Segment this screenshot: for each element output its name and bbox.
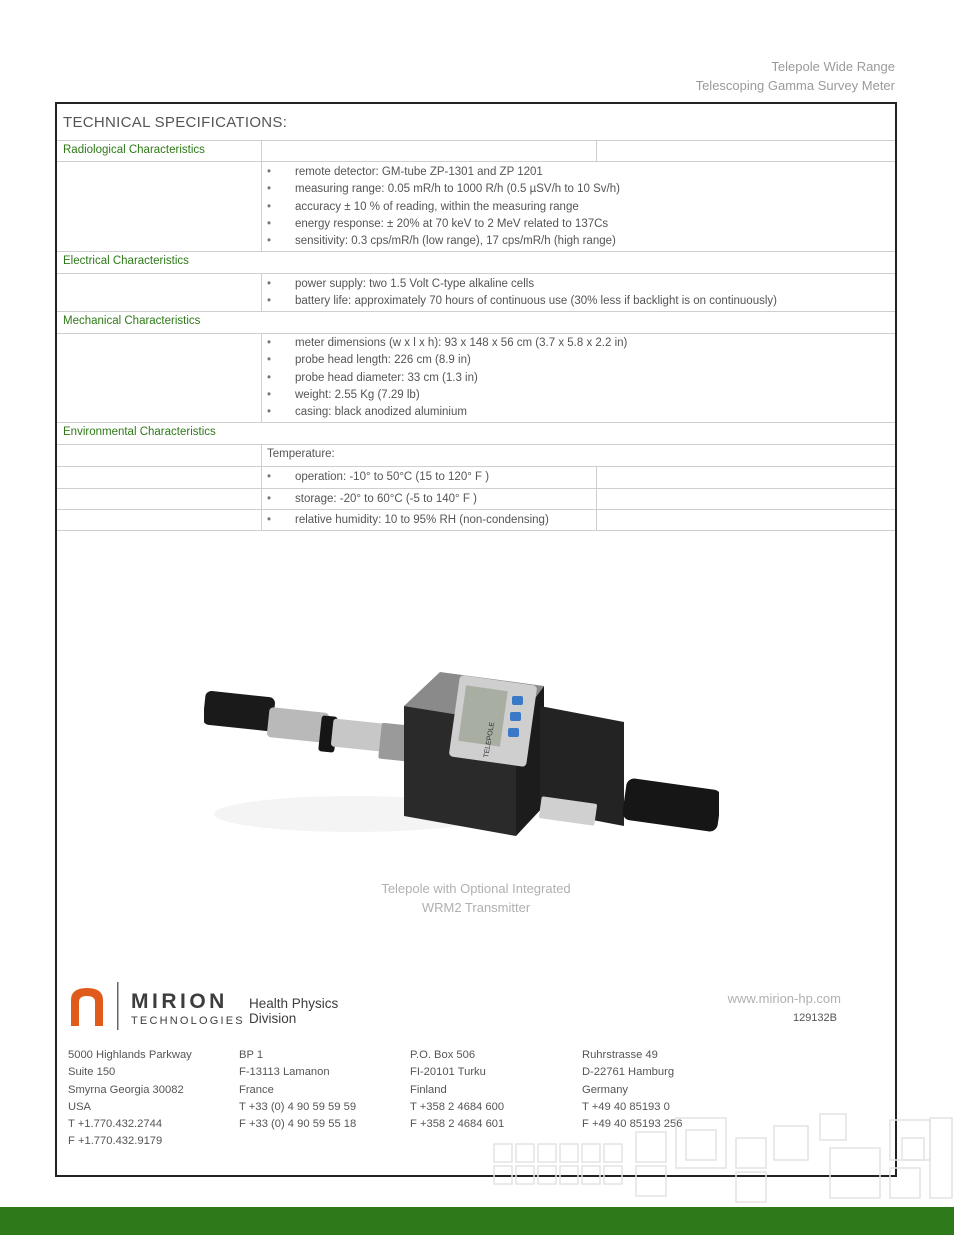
table-divider — [261, 140, 262, 161]
list-item: • probe head diameter: 33 cm (1.3 in) — [267, 371, 478, 384]
document-header — [696, 57, 895, 95]
list-item: • weight: 2.55 Kg (7.29 lb) — [267, 388, 420, 401]
photo-caption-line2: WRM2 Transmitter — [421, 900, 531, 915]
photo-caption — [57, 879, 895, 917]
list-item: • relative humidity: 10 to 95% RH (non-condensing) — [267, 514, 549, 526]
photo-caption-line1: Telepole with Optional Integrated — [381, 881, 571, 896]
document-code: 129132B — [792, 1012, 837, 1024]
section-environmental: Environmental Characteristics — [63, 426, 216, 438]
header-product-subtitle: Telescoping Gamma Survey Meter — [695, 78, 895, 93]
section-electrical: Electrical Characteristics — [63, 255, 189, 267]
mirion-logo — [69, 980, 349, 1032]
specs-title: TECHNICAL SPECIFICATIONS: — [63, 114, 288, 131]
environmental-item — [267, 512, 549, 529]
table-rule — [57, 161, 895, 162]
list-item: • accuracy ± 10 % of reading, within the measuring range — [267, 200, 579, 213]
list-item: • measuring range: 0.05 mR/h to 1000 R/h (0.5 µSV/h to 10 Sv/h) — [267, 183, 620, 196]
table-divider — [261, 161, 262, 251]
address-usa: 5000 Highlands Parkway Suite 150 Smyrna Georgia 30082 USA T +1.770.432.2744 F +1.770.432.9179 — [68, 1049, 192, 1148]
table-divider — [596, 140, 597, 161]
list-item: • casing: black anodized aluminium — [267, 406, 467, 419]
section-mechanical: Mechanical Characteristics — [63, 315, 201, 327]
device-label: TELEPOLE — [483, 721, 497, 759]
header-product-name: Telepole Wide Range — [771, 59, 895, 74]
decorative-pattern — [490, 1108, 954, 1204]
page-frame — [55, 102, 897, 1177]
environmental-item — [267, 491, 477, 508]
brand-name: MIRION — [131, 990, 228, 1013]
table-rule — [57, 488, 895, 489]
list-item: • power supply: two 1.5 Volt C-type alkaline cells — [267, 278, 535, 290]
section-radiological: Radiological Characteristics — [63, 144, 205, 156]
table-rule — [57, 422, 895, 423]
address-france: BP 1 F-13113 Lamanon France T +33 (0) 4 90 59 59 59 F +33 (0) 4 90 59 55 18 — [239, 1049, 357, 1131]
table-divider — [261, 333, 262, 422]
table-rule — [57, 444, 895, 445]
table-divider — [261, 273, 262, 311]
list-item: • energy response: ± 20% at 70 keV to 2 MeV related to 137Cs — [267, 217, 609, 230]
electrical-list — [267, 276, 777, 311]
brand-subtitle: TECHNOLOGIES — [131, 1015, 245, 1027]
address-finland: P.O. Box 506 FI-20101 Turku Finland T +358 2 4684 600 F +358 2 4684 601 — [410, 1049, 505, 1131]
list-item: • operation: -10° to 50°C (15 to 120° F ) — [267, 471, 490, 483]
table-rule — [57, 311, 895, 312]
list-item: • meter dimensions (w x l x h): 93 x 148 x 56 cm (3.7 x 5.8 x 2.2 in) — [267, 337, 628, 349]
environmental-item — [267, 469, 489, 486]
telepole-photo — [204, 666, 719, 856]
table-rule — [57, 466, 895, 467]
radiological-list — [267, 164, 620, 250]
temperature-label: Temperature: — [267, 448, 335, 460]
list-item: • sensitivity: 0.3 cps/mR/h (low range), 17 cps/mR/h (high range) — [267, 235, 616, 248]
list-item: • battery life: approximately 70 hours of continuous use (30% less if backlight is on continuously) — [267, 295, 777, 308]
table-rule — [57, 530, 895, 531]
mechanical-list — [267, 335, 627, 421]
website-link[interactable]: www.mirion-hp.com — [727, 991, 841, 1006]
table-rule — [57, 273, 895, 274]
list-item: • probe head length: 226 cm (8.9 in) — [267, 354, 471, 367]
address-germany: Ruhrstrasse 49 D-22761 Hamburg Germany T +49 40 85193 0 F +49 40 85193 256 — [582, 1049, 683, 1131]
table-rule — [57, 509, 895, 510]
footer-accent-bar — [0, 1207, 954, 1235]
list-item: • remote detector: GM-tube ZP-1301 and ZP 1201 — [267, 166, 543, 178]
table-divider — [261, 444, 262, 530]
table-rule — [57, 333, 895, 334]
division-line1: Health Physics — [249, 996, 339, 1011]
division-line2: Division — [249, 1011, 297, 1026]
table-divider — [596, 466, 597, 530]
table-rule — [57, 251, 895, 252]
list-item: • storage: -20° to 60°C (-5 to 140° F ) — [267, 493, 477, 505]
table-rule — [57, 140, 895, 141]
